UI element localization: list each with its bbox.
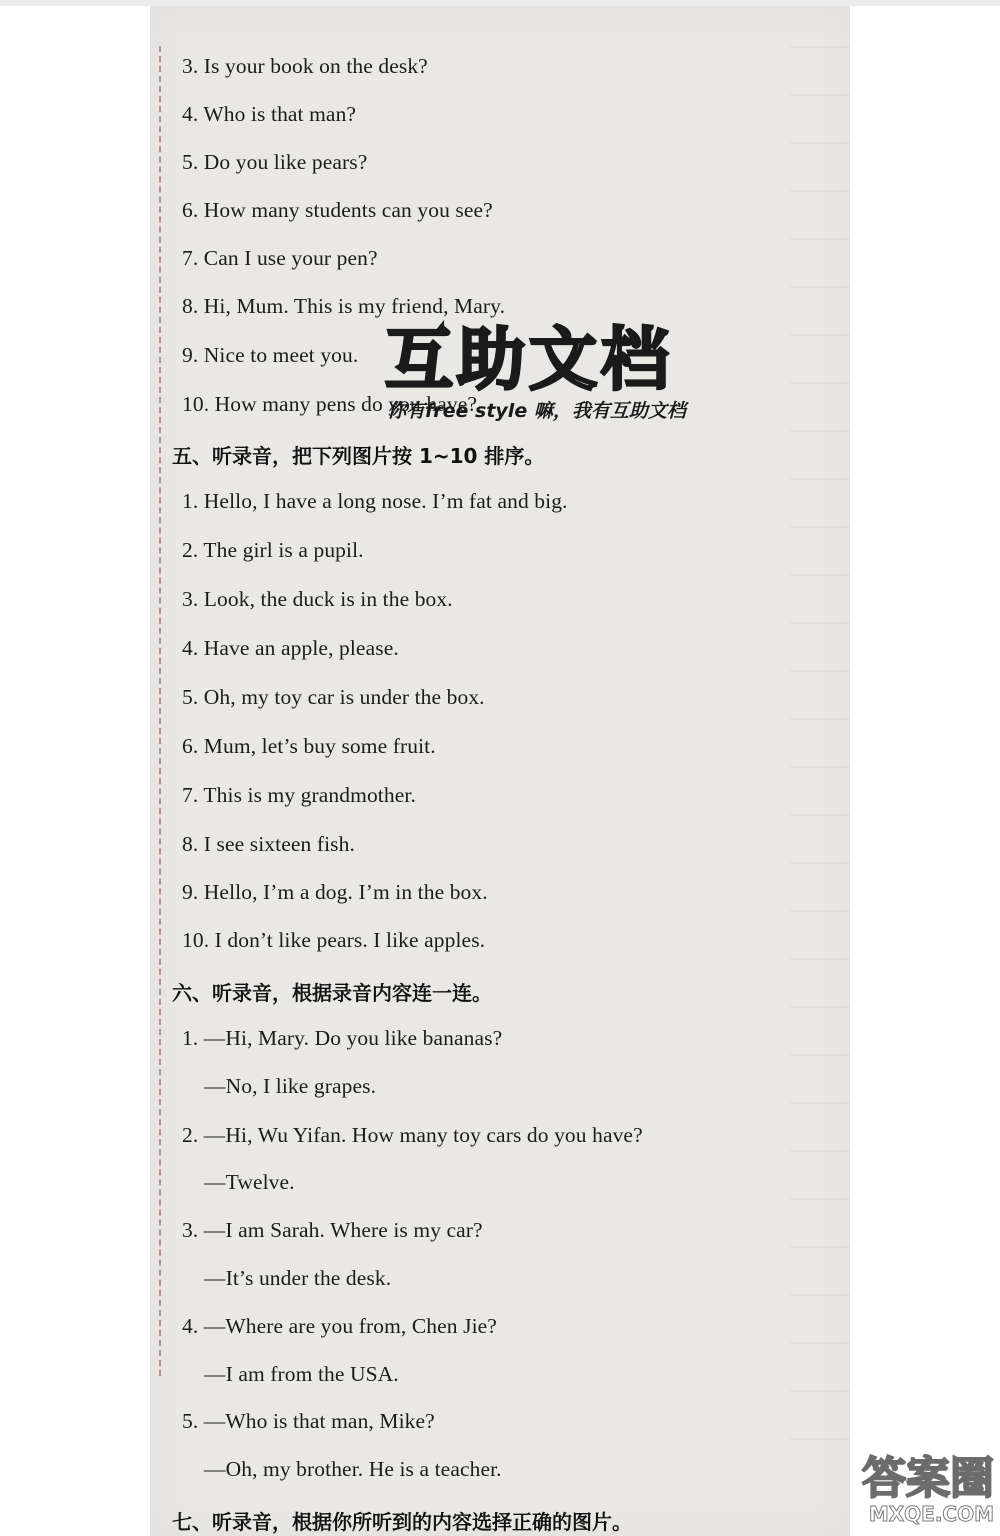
scanned-page <box>150 6 850 1536</box>
dialog-question: 5. —Who is that man, Mike? <box>182 1409 435 1433</box>
binding-dashed-line <box>159 46 161 1376</box>
section-6-heading: 六、听录音，根据录音内容连一连。 <box>172 981 492 1005</box>
dialog-question: 2. —Hi, Wu Yifan. How many toy cars do you have? <box>182 1123 643 1147</box>
corner-logo <box>846 1438 1000 1536</box>
bleed-through-texture <box>790 46 850 1446</box>
dialog-answer: —I am from the USA. <box>204 1362 399 1386</box>
ordering-item: 4. Have an apple, please. <box>182 636 399 660</box>
dialog-answer: —Twelve. <box>204 1170 295 1194</box>
listening-item: 3. Is your book on the desk? <box>182 54 428 78</box>
dialog-answer: —It’s under the desk. <box>204 1266 392 1290</box>
watermark-title: 互助文档 <box>385 321 674 400</box>
ordering-item: 3. Look, the duck is in the box. <box>182 587 453 611</box>
ordering-item: 7. This is my grandmother. <box>182 783 416 807</box>
listening-item: 7. Can I use your pen? <box>182 246 378 270</box>
dialog-answer: —Oh, my brother. He is a teacher. <box>204 1457 502 1481</box>
section-5-heading: 五、听录音，把下列图片按 1~10 排序。 <box>172 444 545 468</box>
ordering-item: 1. Hello, I have a long nose. I’m fat and big. <box>182 489 568 513</box>
listening-item: 10. How many pens do you have? <box>182 392 477 416</box>
dialog-question: 4. —Where are you from, Chen Jie? <box>182 1314 497 1338</box>
listening-item: 5. Do you like pears? <box>182 150 368 174</box>
ordering-item: 9. Hello, I’m a dog. I’m in the box. <box>182 880 488 904</box>
watermark-subtitle: 你有free style 嘛，我有互助文档 <box>387 400 686 422</box>
ordering-item: 6. Mum, let’s buy some fruit. <box>182 734 436 758</box>
ordering-item: 10. I don’t like pears. I like apples. <box>182 928 486 952</box>
ordering-item: 5. Oh, my toy car is under the box. <box>182 685 485 709</box>
section-7-heading: 七、听录音，根据你所听到的内容选择正确的图片。 <box>172 1510 632 1534</box>
ordering-item: 2. The girl is a pupil. <box>182 538 364 562</box>
listening-item: 4. Who is that man? <box>182 102 357 126</box>
dialog-question: 1. —Hi, Mary. Do you like bananas? <box>182 1026 503 1050</box>
listening-item: 6. How many students can you see? <box>182 198 493 222</box>
ordering-item: 8. I see sixteen fish. <box>182 832 355 856</box>
logo-title: 答案圈 <box>862 1453 994 1504</box>
listening-item: 9. Nice to meet you. <box>182 343 359 367</box>
dialog-answer: —No, I like grapes. <box>204 1074 377 1098</box>
dialog-question: 3. —I am Sarah. Where is my car? <box>182 1218 483 1242</box>
logo-url: MXQE.COM <box>868 1502 994 1526</box>
listening-item: 8. Hi, Mum. This is my friend, Mary. <box>182 294 506 318</box>
